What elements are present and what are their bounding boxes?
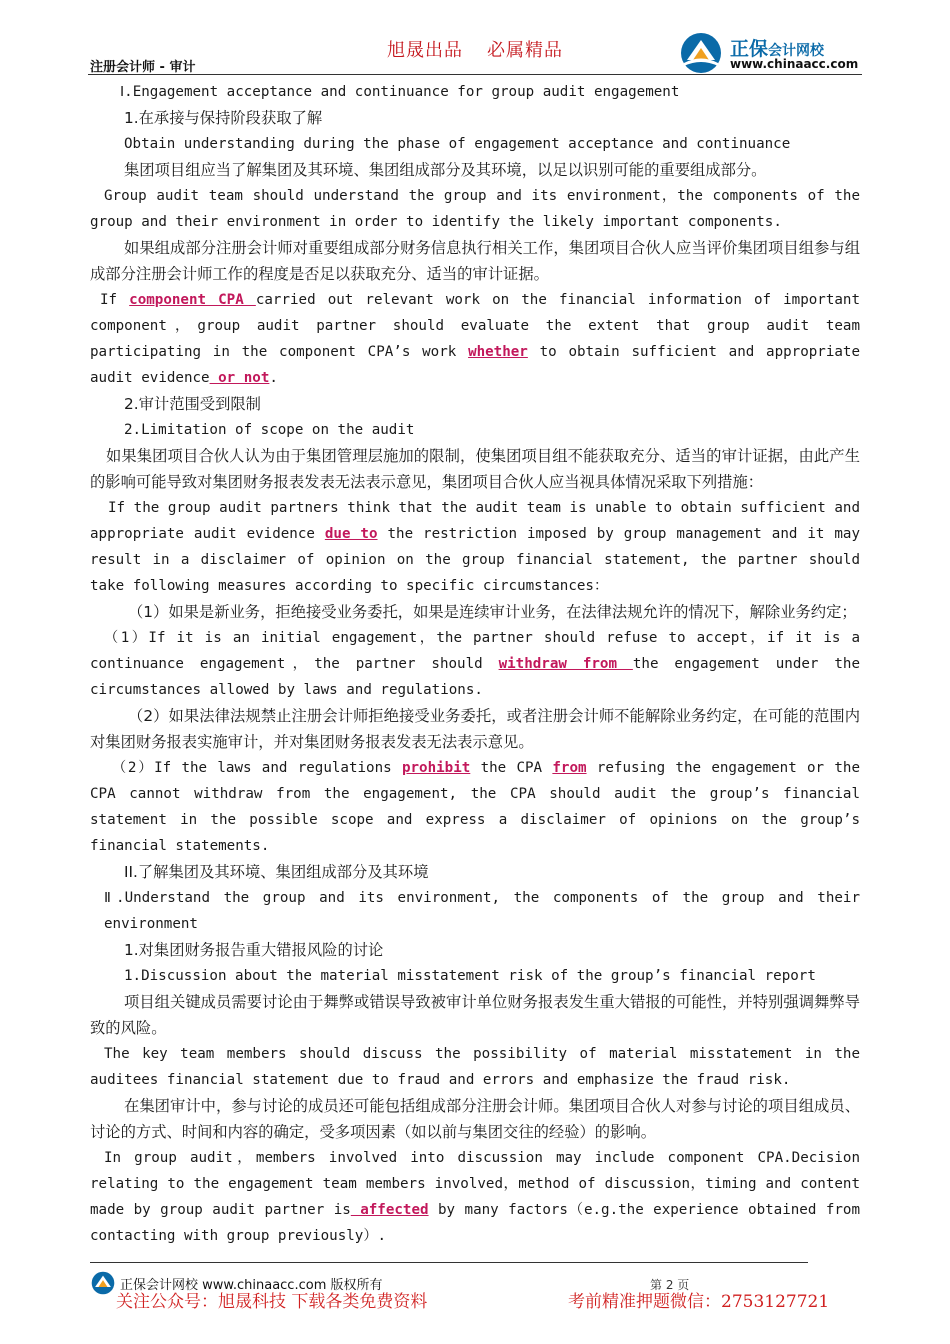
promo-wechat-contact: 考前精准押题微信：2753127721 [568, 1292, 830, 1312]
paragraph-en: If component CPA carried out relevant work on the financial information of important component，group audit partner should evaluate the extent that group audit team participating in the component CPA’s work whether to obtain sufficient and appropriate audit evidence or not. [90, 292, 869, 386]
subheading-3-cn: 1.对集团财务报告重大错报风险的讨论 [124, 941, 384, 959]
paragraph-cn: 集团项目组应当了解集团及其环境、集团组成部分及其环境，以足以识别可能的重要组成部分。 [124, 161, 767, 179]
promo-wechat-account: 关注公众号：旭晟科技 下载各类免费资料 [116, 1292, 428, 1312]
page-number: 第 2 页 [650, 1278, 690, 1292]
paragraph-cn: 项目组关键成员需要讨论由于舞弊或错误导致被审计单位财务报表发生重大错报的可能性，并特别强调舞弊导致的风险。 [90, 993, 860, 1037]
paragraph-cn: 如果组成部分注册会计师对重要组成部分财务信息执行相关工作，集团项目合伙人应当评价集团项目组参与组成部分注册会计师工作的程度是否足以获取充分、适当的审计证据。 [90, 239, 860, 283]
highlight-term: withdraw from [498, 656, 633, 672]
subheading-2-en: 2.Limitation of scope on the audit [124, 422, 415, 438]
chinaacc-logo [678, 32, 868, 74]
paragraph-cn: 如果集团项目合伙人认为由于集团管理层施加的限制，使集团项目组不能获取充分、适当的审计证据，由此产生的影响可能导致对集团财务报表发表无法表示意见，集团项目合伙人应当视具体情况采取下列措施： [90, 447, 860, 491]
heading-section-1-en: Ⅰ.Engagement acceptance and continuance for group audit engagement [120, 84, 680, 100]
logo-text: 正保会计网校 [730, 38, 825, 60]
paragraph-en: Group audit team should understand the group and its environment，the components of the group and their environment in order to identify the likely important components. [90, 188, 869, 230]
list-item-cn: （2）如果法律法规禁止注册会计师拒绝接受业务委托，或者注册会计师不能解除业务约定，在可能的范围内对集团财务报表实施审计，并对集团财务报表发表无法表示意见。 [90, 707, 860, 751]
footer-copyright: 正保会计网校 www.chinaacc.com 版权所有 [120, 1278, 383, 1293]
subheading-2-cn: 2.审计范围受到限制 [124, 395, 261, 413]
footer-logo-icon [90, 1270, 116, 1296]
heading-section-2-cn: II.了解集团及其环境、集团组成部分及其环境 [124, 863, 429, 881]
slogan-left: 旭晟出品 [387, 40, 463, 61]
subheading-3-en: 1.Discussion about the material misstatement risk of the group’s financial report [124, 968, 816, 984]
highlight-term: from [552, 760, 587, 776]
document-body [90, 79, 869, 1249]
highlight-term: affected [350, 1202, 429, 1218]
subject-title: 注册会计师 - 审计 [90, 60, 196, 75]
subheading-1-cn: 1.在承接与保持阶段获取了解 [124, 109, 323, 127]
heading-section-2-en: Ⅱ.Understand the group and its environment, the components of the group and their environment [104, 890, 869, 932]
logo-emblem-icon [678, 32, 724, 74]
header-divider [88, 74, 862, 75]
highlight-term: component CPA [129, 292, 256, 308]
slogan-right: 必属精品 [487, 40, 563, 61]
footer-divider [90, 1262, 808, 1263]
subheading-1-en: Obtain understanding during the phase of engagement acceptance and continuance [124, 136, 791, 152]
logo-url: www.chinaacc.com [730, 57, 859, 71]
highlight-term: prohibit [401, 760, 471, 776]
paragraph-en: In group audit，members involved into discussion may include component CPA.Decision relating to the engagement team members involved，method of discussion，timing and content made by group audit partner is affected by many factors（e.g.the experience obtained from contacting with group previously）. [90, 1150, 869, 1244]
list-item-cn: （1）如果是新业务，拒绝接受业务委托，如果是连续审计业务，在法律法规允许的情况下，解除业务约定； [128, 603, 857, 621]
paragraph-en: If the group audit partners think that the audit team is unable to obtain sufficient and appropriate audit evidence due to the restriction imposed by group management and it may result in a disclaimer of opinion on the group financial statement, the partner should take following measures according to specific circumstances： [90, 500, 869, 594]
paragraph-en: The key team members should discuss the possibility of material misstatement in the auditees financial statement due to fraud and errors and emphasize the fraud risk. [90, 1046, 869, 1088]
list-item-en: （2）If the laws and regulations prohibit the CPA from refusing the engagement or the CPA cannot withdraw from the engagement, the CPA should audit the group’s financial statement in the possible scope and express a disclaimer of opinions on the group’s financial statements. [90, 760, 869, 854]
list-item-en: （1）If it is an initial engagement，the partner should refuse to accept，if it is a continuance engagement，the partner should withdraw from the engagement under the circumstances allowed by laws and regulations. [90, 630, 869, 698]
highlight-term: due to [324, 526, 378, 542]
paragraph-cn: 在集团审计中，参与讨论的成员还可能包括组成部分注册会计师。集团项目合伙人对参与讨论的项目组成员、讨论的方式、时间和内容的确定，受多项因素（如以前与集团交往的经验）的影响。 [90, 1097, 860, 1141]
highlight-term: whether [468, 344, 528, 360]
highlight-term: or not [209, 370, 270, 386]
